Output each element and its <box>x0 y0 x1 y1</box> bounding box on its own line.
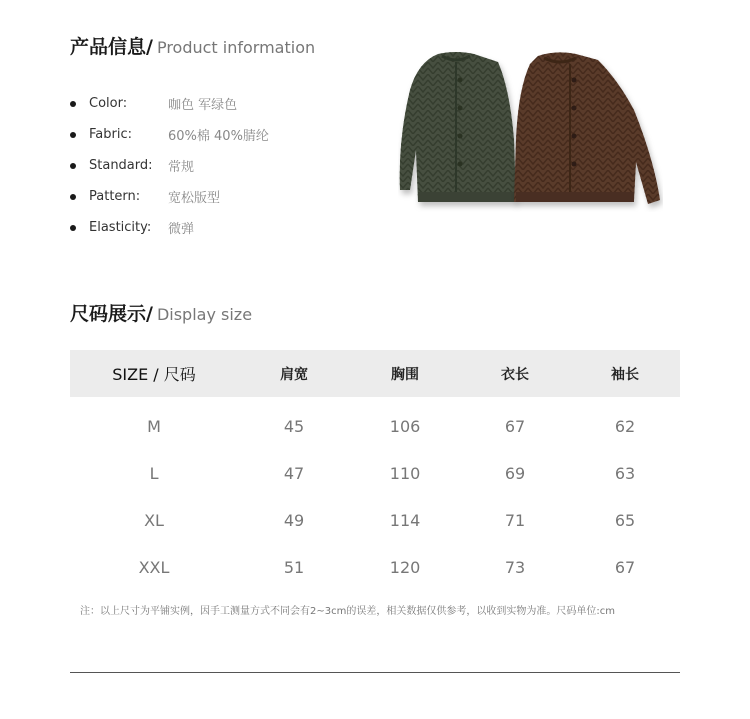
info-item-fabric <box>70 119 269 150</box>
cell-size: M <box>147 417 161 436</box>
cell-chest: 106 <box>389 417 421 436</box>
cell-length: 67 <box>504 417 526 436</box>
info-value: 宽松版型 <box>168 191 221 206</box>
cell-shoulder: 45 <box>283 417 305 436</box>
info-label: Standard: <box>89 158 153 173</box>
info-value: 60%棉 40%腈纶 <box>168 129 269 144</box>
bullet-icon <box>70 132 76 138</box>
cell-length: 69 <box>504 464 526 483</box>
cell-length: 71 <box>504 511 526 530</box>
brown-sweater <box>514 52 660 204</box>
info-label: Fabric: <box>89 127 132 142</box>
header-chest: 胸围 <box>391 366 420 383</box>
info-value: 微弹 <box>168 222 195 237</box>
table-row <box>70 397 680 450</box>
bullet-icon <box>70 225 76 231</box>
table-row <box>70 497 680 544</box>
measurement-note: 注：以上尺寸为平铺实例，因手工测量方式不同会有2~3cm的误差，相关数据仅供参考，以收到实物为准。尺码单位:cm <box>80 606 615 617</box>
green-sweater <box>400 52 516 202</box>
cell-sleeve: 67 <box>614 558 636 577</box>
header-sleeve: 袖长 <box>610 366 639 383</box>
cell-sleeve: 63 <box>614 464 636 483</box>
cell-shoulder: 47 <box>283 464 305 483</box>
info-value: 咖色 军绿色 <box>168 98 238 113</box>
product-info-title-en: Product information <box>156 38 316 57</box>
size-heading <box>70 299 252 326</box>
info-item-pattern <box>70 181 269 212</box>
cell-shoulder: 51 <box>283 558 305 577</box>
cell-chest: 120 <box>389 558 421 577</box>
product-info-list <box>70 88 269 243</box>
cell-shoulder: 49 <box>283 511 305 530</box>
product-info-title-cn: 产品信息/ <box>70 36 153 58</box>
cell-size: L <box>149 464 159 483</box>
header-length: 衣长 <box>501 366 529 383</box>
size-title-en: Display size <box>156 305 253 324</box>
info-item-standard <box>70 150 269 181</box>
info-value: 常规 <box>168 160 195 175</box>
info-item-elasticity <box>70 212 269 243</box>
header-size: SIZE / 尺码 <box>112 365 196 384</box>
info-label: Color: <box>89 96 128 111</box>
cell-length: 73 <box>504 558 526 577</box>
cell-sleeve: 65 <box>614 511 636 530</box>
table-header-row <box>70 350 680 397</box>
product-image <box>398 50 663 212</box>
info-label: Pattern: <box>89 189 141 204</box>
table-row <box>70 544 680 591</box>
cell-chest: 110 <box>389 464 421 483</box>
bullet-icon <box>70 194 76 200</box>
table-row <box>70 450 680 497</box>
bullet-icon <box>70 101 76 107</box>
cell-sleeve: 62 <box>614 417 636 436</box>
cell-size: XXL <box>138 558 170 577</box>
cell-chest: 114 <box>389 511 421 530</box>
product-info-heading <box>70 32 315 59</box>
size-title-cn: 尺码展示/ <box>70 303 153 325</box>
bullet-icon <box>70 163 76 169</box>
header-shoulder: 肩宽 <box>280 366 309 383</box>
info-item-color <box>70 88 269 119</box>
divider <box>70 672 680 673</box>
cell-size: XL <box>144 511 164 530</box>
size-table <box>70 350 680 591</box>
info-label: Elasticity: <box>89 220 152 235</box>
